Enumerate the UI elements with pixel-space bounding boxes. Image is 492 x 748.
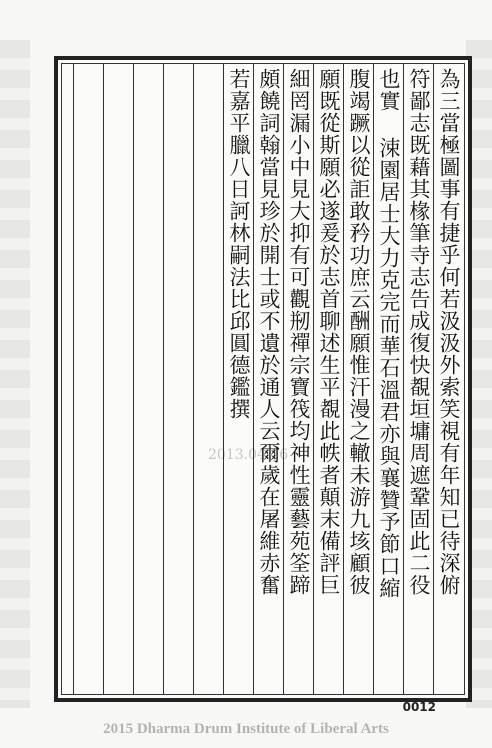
text-column: 為三當極圖事有捷乎何若汲汲外索笑視有年知已待深俯 [437, 68, 461, 596]
column-rule [433, 64, 434, 694]
scan-date-watermark: 2013.04.16 [208, 447, 289, 463]
footer-watermark: 2015 Dharma Drum Institute of Liberal Arts [103, 721, 389, 737]
column-rule [373, 64, 374, 694]
column-rule [253, 64, 254, 694]
column-rule [163, 64, 164, 694]
column-rule [283, 64, 284, 694]
text-column: 細罔漏小中見大抑有可觀剏禪宗寶筏均神性靈藝苑筌蹄 [287, 68, 311, 596]
column-rule [403, 64, 404, 694]
page-number: 0012 [402, 700, 436, 714]
left-page-bleed [0, 40, 30, 708]
text-column: 腹竭蹶以從詎敢矜功庶云酬願惟汗漫之轍未游九垓顧彼 [347, 68, 371, 596]
text-column: 頗饒詞翰當見珍於開士或不遺於通人云爾歲在屠維赤奮 [257, 68, 281, 596]
column-rule [133, 64, 134, 694]
column-rule [223, 64, 224, 694]
column-rule [343, 64, 344, 694]
text-column: 若嘉平臘八日訶林嗣法比邱圓德鑑撰 [227, 68, 251, 420]
text-column: 符鄙志既藉其椽筆寺志告成復快覩垣墉周遮鞏固此二役 [407, 68, 431, 596]
text-column: 也實 涑園居士大力克完而華石溫君亦與襄贊予節口縮 [377, 68, 401, 599]
column-rule [103, 64, 104, 694]
inner-border [61, 63, 465, 695]
text-column: 願既從斯願必遂爰於志首聊述生平覩此帙者顛末備評巨 [317, 68, 341, 596]
column-rule [313, 64, 314, 694]
column-rule [193, 64, 194, 694]
column-rule [73, 64, 74, 694]
page-frame [54, 56, 472, 702]
